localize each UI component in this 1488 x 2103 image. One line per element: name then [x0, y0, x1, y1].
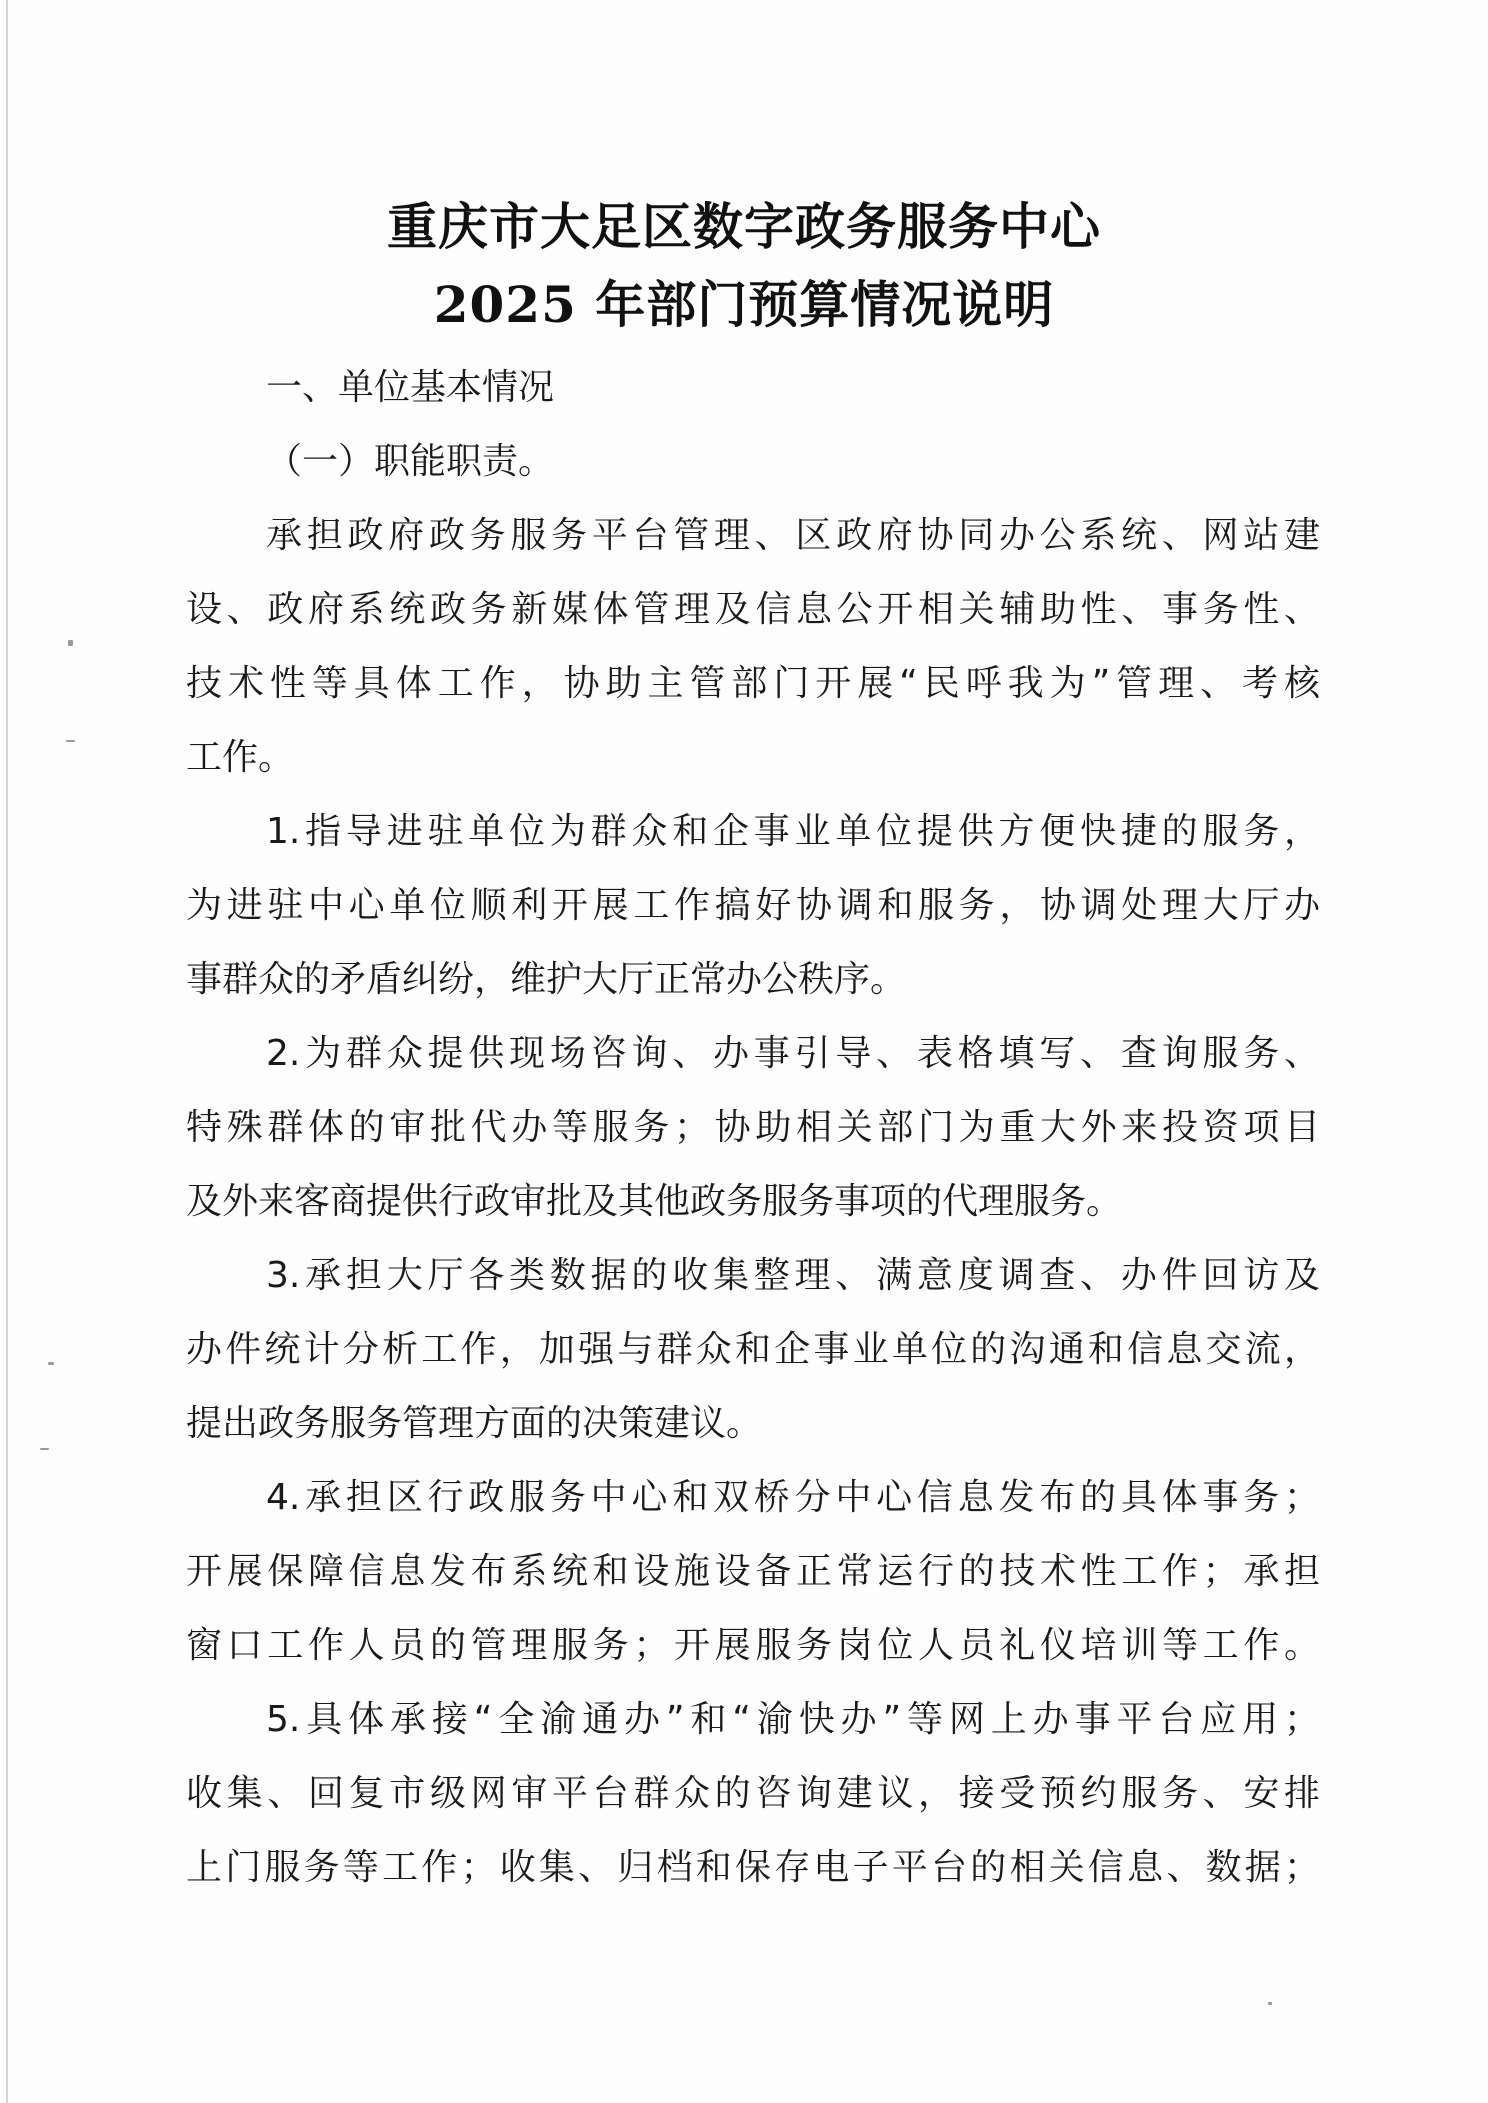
- scan-speck: [68, 640, 73, 646]
- paragraph-line: 5.具体承接“全渝通办”和“渝快办”等网上办事平台应用；: [266, 1699, 1320, 1740]
- paragraph-line: 为进驻中心单位顺利开展工作搞好协调和服务，协调处理大厅办: [186, 885, 1320, 926]
- paragraph-line: 1.指导进驻单位为群众和企事业单位提供方便快捷的服务，: [266, 811, 1320, 852]
- paragraph-line: 提出政务服务管理方面的决策建议。: [186, 1403, 763, 1444]
- scan-speck: [48, 1362, 54, 1365]
- paragraph-line: 技术性等具体工作，协助主管部门开展“民呼我为”管理、考核: [186, 663, 1320, 704]
- paragraph-line: 设、政府系统政务新媒体管理及信息公开相关辅助性、事务性、: [186, 589, 1320, 630]
- paragraph-line: 事群众的矛盾纠纷，维护大厅正常办公秩序。: [186, 959, 907, 1000]
- paragraph-line: 窗口工作人员的管理服务；开展服务岗位人员礼仪培训等工作。: [186, 1625, 1320, 1666]
- document-title: [0, 188, 1488, 344]
- section-heading: 一、单位基本情况: [266, 367, 555, 408]
- scan-speck: [66, 740, 75, 742]
- title-line-2: 2025 年部门预算情况说明: [433, 275, 1055, 334]
- paragraph-line: 工作。: [186, 737, 295, 778]
- paragraph-line: 开展保障信息发布系统和设施设备正常运行的技术性工作；承担: [186, 1551, 1320, 1592]
- title-line-1: 重庆市大足区数字政务服务中心: [387, 197, 1101, 256]
- document-body: [186, 351, 1320, 1905]
- paragraph-line: 特殊群体的审批代办等服务；协助相关部门为重大外来投资项目: [186, 1107, 1320, 1148]
- paragraph-line: 办件统计分析工作，加强与群众和企事业单位的沟通和信息交流，: [186, 1329, 1320, 1370]
- subsection-heading: （一）职能职责。: [266, 441, 555, 482]
- paragraph-line: 2.为群众提供现场咨询、办事引导、表格填写、查询服务、: [266, 1033, 1320, 1074]
- paragraph-line: 上门服务等工作；收集、归档和保存电子平台的相关信息、数据；: [186, 1847, 1320, 1888]
- paragraph-line: 及外来客商提供行政审批及其他政务服务事项的代理服务。: [186, 1181, 1123, 1222]
- scan-speck: [40, 1448, 49, 1450]
- scan-speck: [1268, 2002, 1272, 2005]
- paragraph-line: 3.承担大厅各类数据的收集整理、满意度调查、办件回访及: [266, 1255, 1320, 1296]
- paragraph-line: 承担政府政务服务平台管理、区政府协同办公系统、网站建: [266, 515, 1320, 556]
- paragraph-line: 收集、回复市级网审平台群众的咨询建议，接受预约服务、安排: [186, 1773, 1320, 1814]
- paragraph-line: 4.承担区行政服务中心和双桥分中心信息发布的具体事务；: [266, 1477, 1320, 1518]
